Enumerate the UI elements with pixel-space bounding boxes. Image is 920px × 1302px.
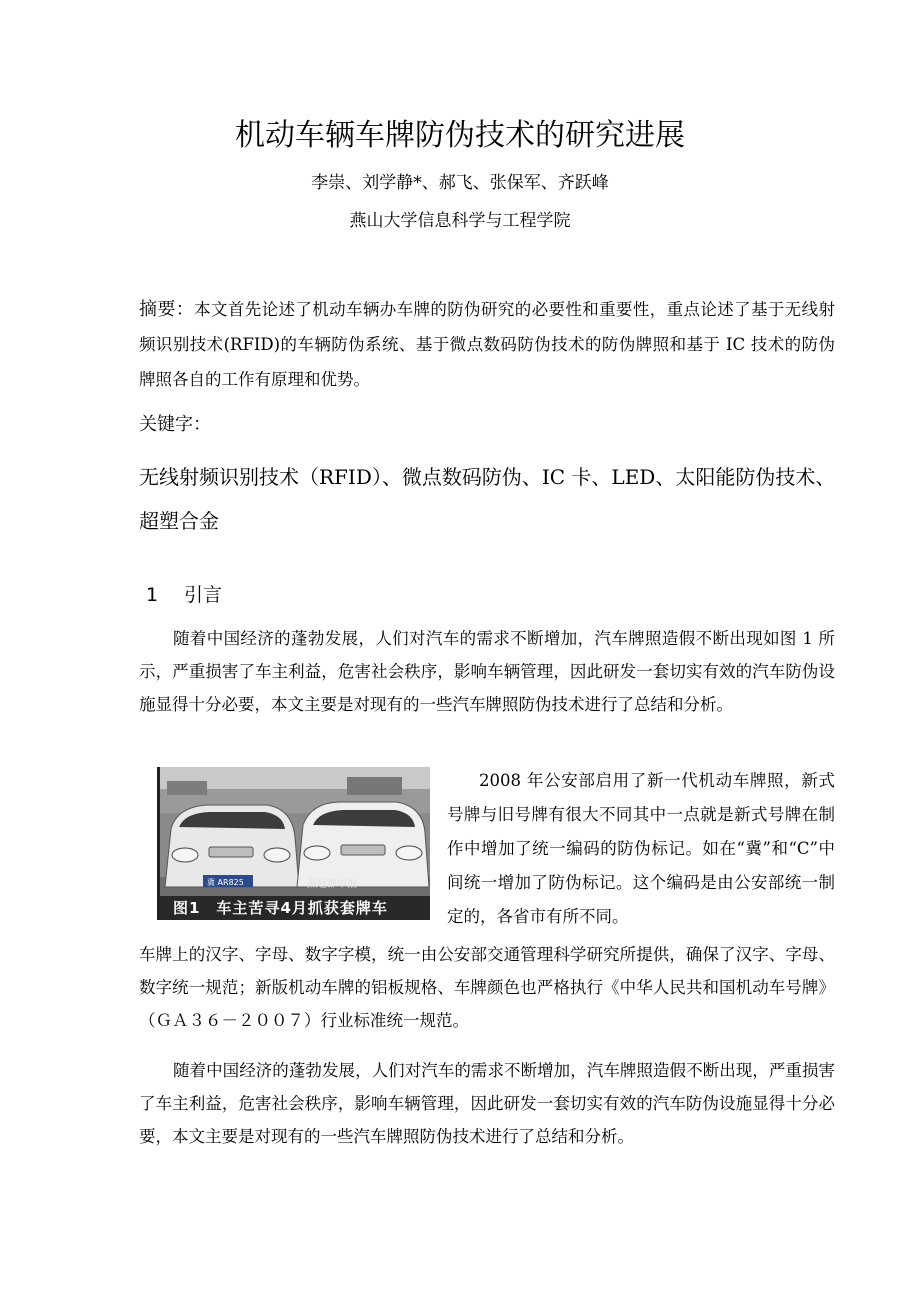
figure-border xyxy=(157,767,160,920)
paragraph-intro: 随着中国经济的蓬勃发展，人们对汽车的需求不断增加，汽车牌照造假不断出现如图 1 所示，严重损害了车主利益，危害社会秩序，影响车辆管理，因此研发一套切实有效的汽车防伪设施显得十分必要，本文主要是对现有的一些汽车牌照防伪技术进行了总结和分析。 xyxy=(139,629,835,714)
paragraph-new-plates xyxy=(447,764,835,934)
figure-1-caption: 图1 车主苦寻4月抓获套牌车 xyxy=(157,896,430,920)
section-number: 1 xyxy=(146,584,159,606)
keywords-text: 无线射频识别技术（RFID）、微点数码防伪、IC 卡、LED、太阳能防伪技术、超塑合金 xyxy=(139,465,836,533)
abstract xyxy=(139,292,835,397)
figure-1-photo xyxy=(157,767,430,920)
abstract-text: 本文首先论述了机动车辆办车牌的防伪研究的必要性和重要性，重点论述了基于无线射频识别技术(RFID)的车辆防伪系统、基于微点数码防伪技术的防伪牌照和基于 IC 技术的防伪牌照各自的工作有原理和优势。 xyxy=(139,300,835,389)
paragraph-new-plates-text: 2008 年公安部启用了新一代机动车牌照，新式号牌与旧号牌有很大不同其中一点就是新式号牌在制作中增加了统一编码的防伪标记。如在“冀”和“C”中间统一增加了防伪标记。这个编码是由公安部统一制定的，各省市有所不同。 xyxy=(447,771,835,926)
section-heading xyxy=(146,580,222,610)
keywords-label: 关键字： xyxy=(139,414,211,435)
author-list: 李崇、刘学静*、郝飞、张保军、齐跃峰 xyxy=(311,173,609,193)
affiliation: 燕山大学信息科学与工程学院 xyxy=(349,211,571,231)
abstract-label: 摘要： xyxy=(139,299,195,320)
left-plate-text: 冀 AR825 xyxy=(207,878,244,887)
section-title: 引言 xyxy=(184,584,223,606)
paragraph-repeat: 随着中国经济的蓬勃发展，人们对汽车的需求不断增加，汽车牌照造假不断出现，严重损害了车主利益，危害社会秩序，影响车辆管理，因此研发一套切实有效的汽车防伪设施显得十分必要，本文主要是对现有的一些汽车牌照防伪技术进行了总结和分析。 xyxy=(139,1061,835,1146)
paragraph-plate-standards: 车牌上的汉字、字母、数字字模，统一由公安部交通管理科学研究所提供，确保了汉字、字母、数字统一规范；新版机动车牌的铝板规格、车牌颜色也严格执行《中华人民共和国机动车号牌》（ＧＡ３６－２００７）行业标准统一规范。 xyxy=(139,945,835,1030)
paper-title: 机动车辆车牌防伪技术的研究进展 xyxy=(235,118,685,153)
photo-watermark: 燕赵都市报 xyxy=(307,879,357,890)
